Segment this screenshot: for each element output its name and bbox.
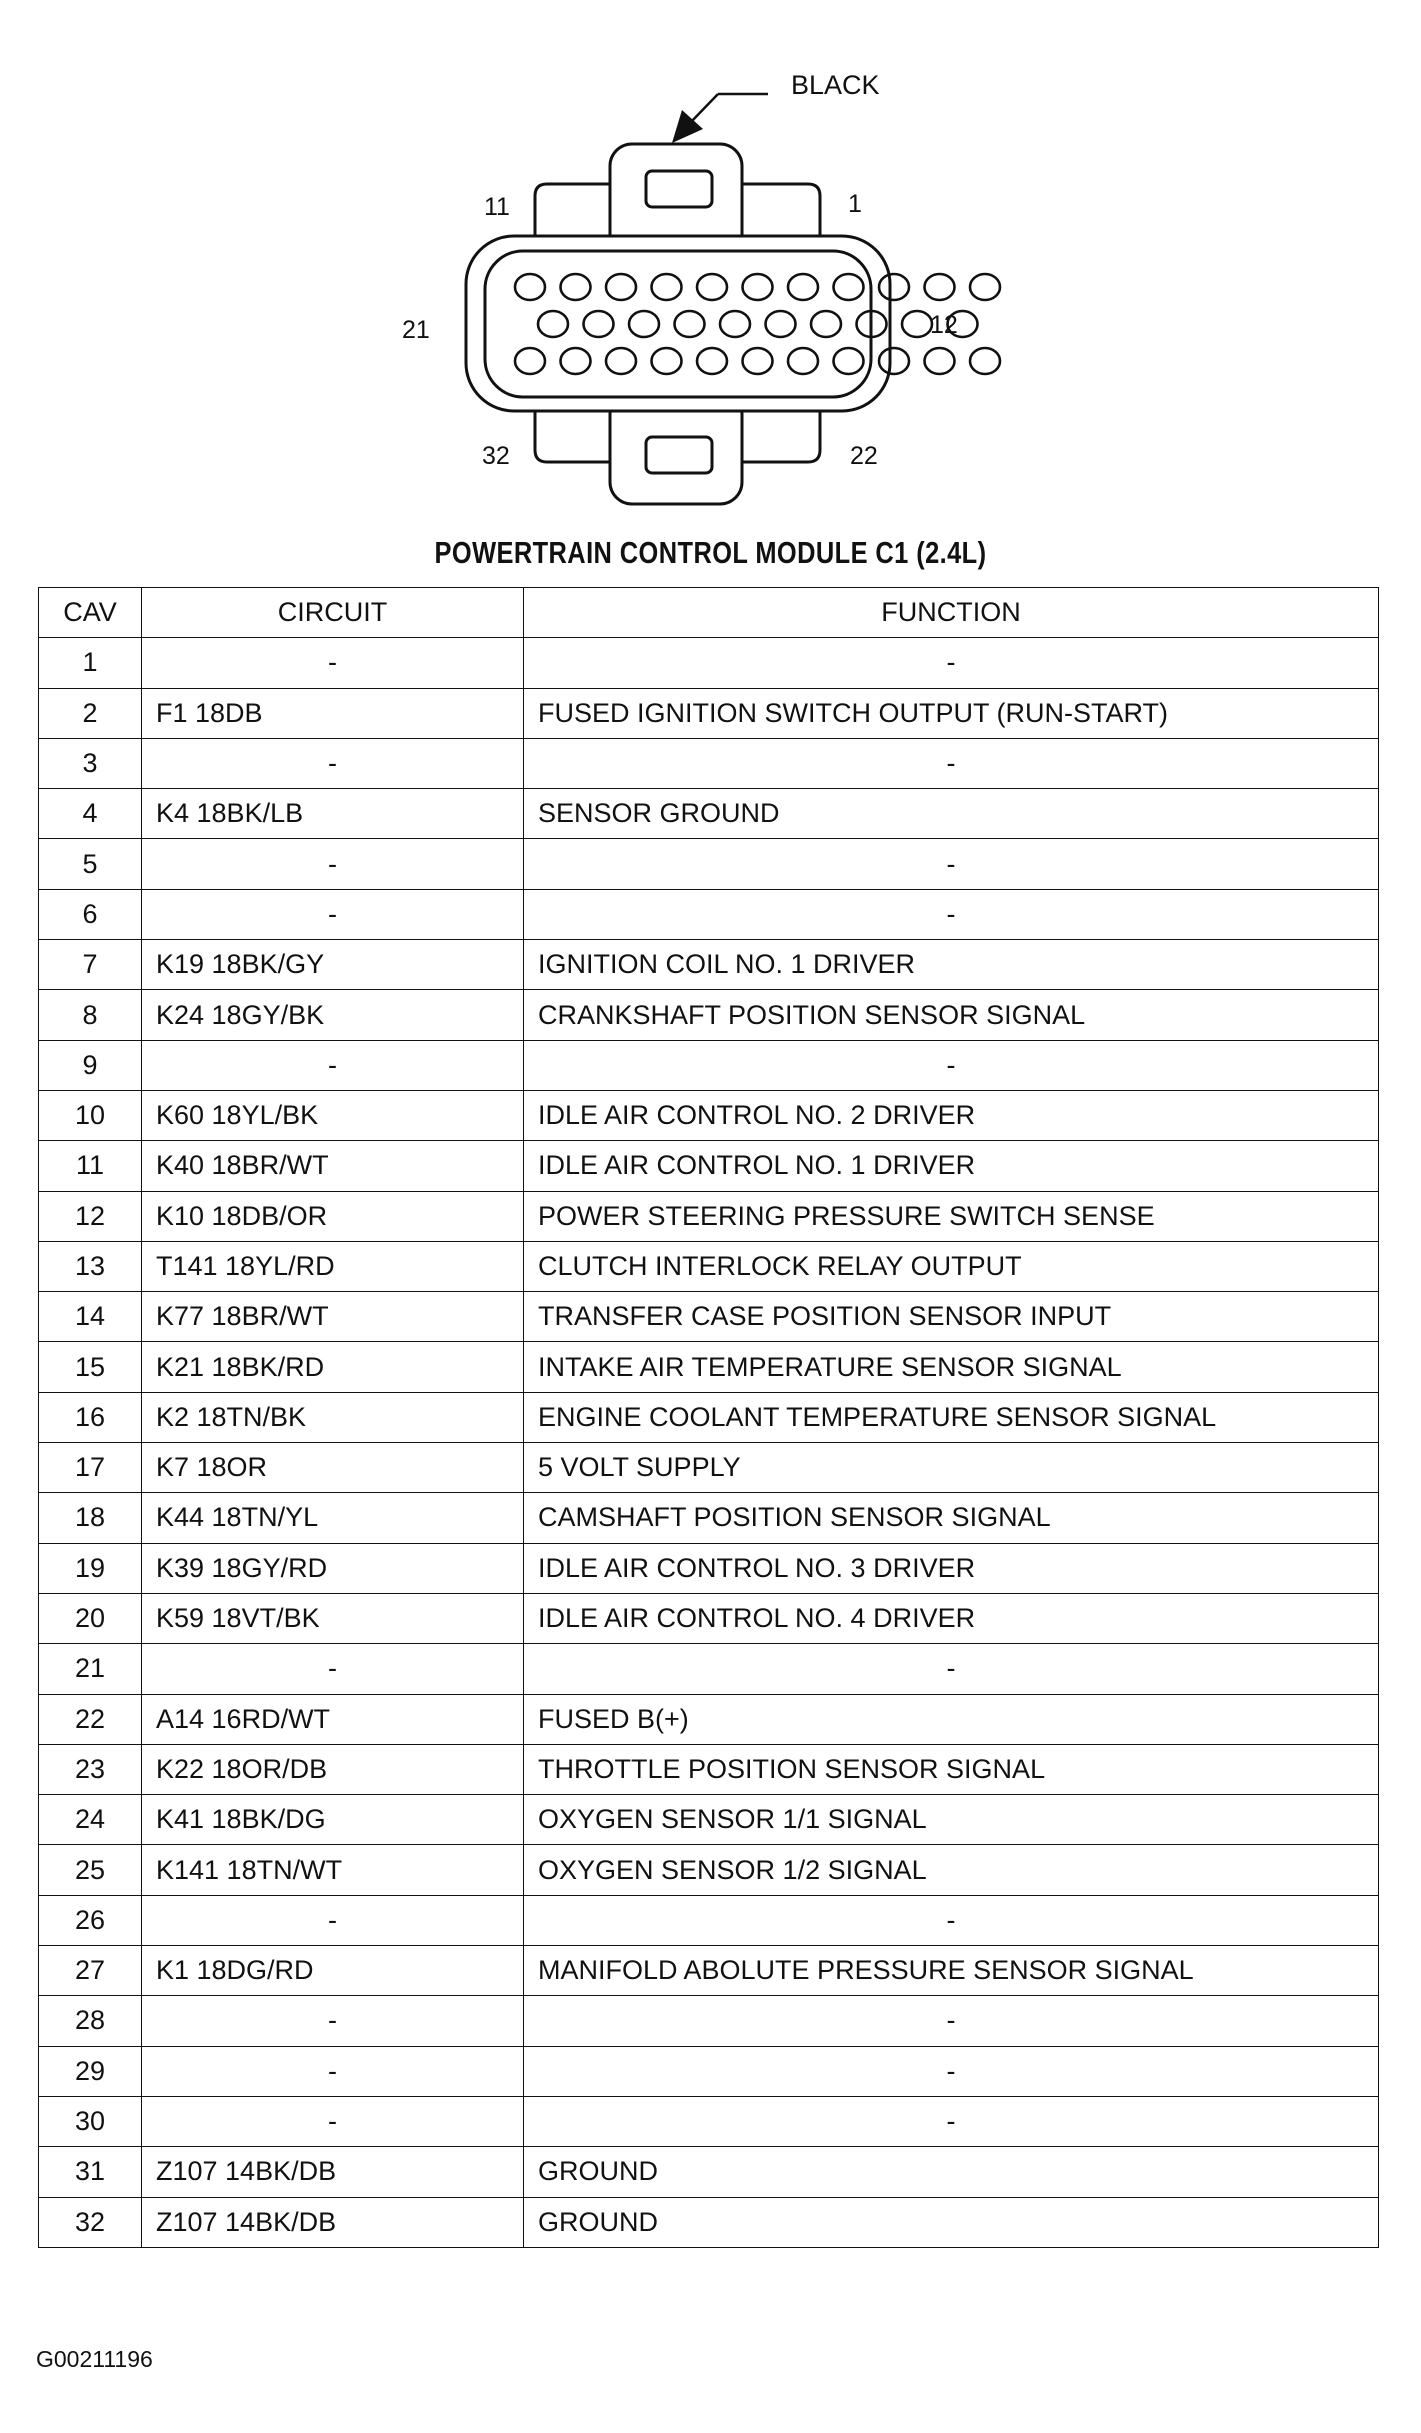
- cell-function: FUSED IGNITION SWITCH OUTPUT (RUN-START): [524, 688, 1379, 738]
- cell-function: 5 VOLT SUPPLY: [524, 1443, 1379, 1493]
- table-row: [39, 889, 1379, 939]
- cell-circuit: T141 18YL/RD: [142, 1241, 524, 1291]
- cell-function: INTAKE AIR TEMPERATURE SENSOR SIGNAL: [524, 1342, 1379, 1392]
- cell-cav: 9: [39, 1040, 142, 1090]
- figure-code: G00211196: [36, 2346, 153, 2372]
- cav-label-top-left: 11: [484, 193, 510, 221]
- table-row: [39, 1845, 1379, 1895]
- cell-function: -: [524, 889, 1379, 939]
- cell-circuit: Z107 14BK/DB: [142, 2147, 524, 2197]
- table-row: [39, 1744, 1379, 1794]
- cell-function: -: [524, 839, 1379, 889]
- cell-cav: 24: [39, 1795, 142, 1845]
- cell-cav: 12: [39, 1191, 142, 1241]
- cell-circuit: K44 18TN/YL: [142, 1493, 524, 1543]
- cell-circuit: K2 18TN/BK: [142, 1392, 524, 1442]
- cell-circuit: K10 18DB/OR: [142, 1191, 524, 1241]
- cell-circuit: K40 18BR/WT: [142, 1141, 524, 1191]
- table-row: [39, 2147, 1379, 2197]
- table-row: [39, 1543, 1379, 1593]
- table-row: [39, 990, 1379, 1040]
- table-row: [39, 789, 1379, 839]
- cell-circuit: K22 18OR/DB: [142, 1744, 524, 1794]
- cell-cav: 21: [39, 1644, 142, 1694]
- cell-function: IGNITION COIL NO. 1 DRIVER: [524, 940, 1379, 990]
- cell-circuit: K41 18BK/DG: [142, 1795, 524, 1845]
- cell-circuit: -: [142, 1895, 524, 1945]
- cell-function: CLUTCH INTERLOCK RELAY OUTPUT: [524, 1241, 1379, 1291]
- header-function: FUNCTION: [524, 588, 1379, 638]
- callout-label: BLACK: [791, 70, 880, 100]
- cell-circuit: -: [142, 738, 524, 788]
- cell-function: -: [524, 1644, 1379, 1694]
- cell-function: THROTTLE POSITION SENSOR SIGNAL: [524, 1744, 1379, 1794]
- cav-label-bottom-right: 22: [850, 442, 878, 470]
- table-row: [39, 638, 1379, 688]
- table-row: [39, 940, 1379, 990]
- cell-circuit: Z107 14BK/DB: [142, 2197, 524, 2247]
- cell-cav: 28: [39, 1996, 142, 2046]
- cell-circuit: -: [142, 1040, 524, 1090]
- table-row: [39, 1090, 1379, 1140]
- cell-circuit: K24 18GY/BK: [142, 990, 524, 1040]
- table-row: [39, 1141, 1379, 1191]
- cell-cav: 26: [39, 1895, 142, 1945]
- connector-diagram: [0, 0, 1421, 545]
- cell-function: OXYGEN SENSOR 1/1 SIGNAL: [524, 1795, 1379, 1845]
- header-cav: CAV: [39, 588, 142, 638]
- cell-function: -: [524, 1895, 1379, 1945]
- table-row: [39, 1493, 1379, 1543]
- table-row: [39, 1895, 1379, 1945]
- page-title: POWERTRAIN CONTROL MODULE C1 (2.4L): [434, 535, 987, 570]
- cell-circuit: K39 18GY/RD: [142, 1543, 524, 1593]
- bottom-left-flange: [535, 408, 610, 462]
- table-row: [39, 1191, 1379, 1241]
- cell-circuit: K1 18DG/RD: [142, 1946, 524, 1996]
- cell-function: GROUND: [524, 2197, 1379, 2247]
- cell-cav: 3: [39, 738, 142, 788]
- top-latch-slot: [646, 171, 712, 207]
- table-row: [39, 2046, 1379, 2096]
- cell-circuit: K59 18VT/BK: [142, 1593, 524, 1643]
- cell-cav: 10: [39, 1090, 142, 1140]
- table-row: [39, 1644, 1379, 1694]
- cell-circuit: -: [142, 1644, 524, 1694]
- cell-cav: 22: [39, 1694, 142, 1744]
- cell-circuit: K7 18OR: [142, 1443, 524, 1493]
- cell-circuit: F1 18DB: [142, 688, 524, 738]
- cell-function: POWER STEERING PRESSURE SWITCH SENSE: [524, 1191, 1379, 1241]
- pin-cavity: [970, 274, 1000, 300]
- cell-function: -: [524, 2046, 1379, 2096]
- cell-cav: 7: [39, 940, 142, 990]
- cell-cav: 30: [39, 2096, 142, 2146]
- cell-function: ENGINE COOLANT TEMPERATURE SENSOR SIGNAL: [524, 1392, 1379, 1442]
- pin-cavity: [970, 348, 1000, 374]
- table-row: [39, 688, 1379, 738]
- table-row: [39, 2096, 1379, 2146]
- table-row: [39, 1342, 1379, 1392]
- cell-function: IDLE AIR CONTROL NO. 1 DRIVER: [524, 1141, 1379, 1191]
- cell-function: IDLE AIR CONTROL NO. 3 DRIVER: [524, 1543, 1379, 1593]
- cell-cav: 2: [39, 688, 142, 738]
- table-row: [39, 1040, 1379, 1090]
- cell-cav: 27: [39, 1946, 142, 1996]
- table-header-row: [39, 588, 1379, 638]
- cell-circuit: -: [142, 2046, 524, 2096]
- top-right-flange: [742, 184, 820, 238]
- cell-function: TRANSFER CASE POSITION SENSOR INPUT: [524, 1292, 1379, 1342]
- cell-function: IDLE AIR CONTROL NO. 2 DRIVER: [524, 1090, 1379, 1140]
- cell-cav: 15: [39, 1342, 142, 1392]
- cell-function: -: [524, 638, 1379, 688]
- pin-cavity: [925, 348, 955, 374]
- cell-cav: 17: [39, 1443, 142, 1493]
- cell-function: IDLE AIR CONTROL NO. 4 DRIVER: [524, 1593, 1379, 1643]
- bottom-latch-slot: [646, 437, 712, 473]
- table-row: [39, 1443, 1379, 1493]
- cell-cav: 13: [39, 1241, 142, 1291]
- cell-cav: 4: [39, 789, 142, 839]
- cell-cav: 14: [39, 1292, 142, 1342]
- bottom-right-flange: [742, 408, 820, 462]
- cell-function: -: [524, 738, 1379, 788]
- table-row: [39, 1241, 1379, 1291]
- cell-circuit: A14 16RD/WT: [142, 1694, 524, 1744]
- table-row: [39, 1795, 1379, 1845]
- cell-cav: 23: [39, 1744, 142, 1794]
- cell-circuit: K60 18YL/BK: [142, 1090, 524, 1140]
- cell-function: CRANKSHAFT POSITION SENSOR SIGNAL: [524, 990, 1379, 1040]
- cav-label-top-right: 1: [848, 190, 862, 218]
- cell-cav: 29: [39, 2046, 142, 2096]
- cell-cav: 19: [39, 1543, 142, 1593]
- pin-cavity: [925, 274, 955, 300]
- pin-cavity: [902, 311, 932, 337]
- cav-label-right: 12: [930, 311, 958, 339]
- cell-circuit: -: [142, 889, 524, 939]
- header-circuit: CIRCUIT: [142, 588, 524, 638]
- cav-label-bottom-left: 32: [482, 442, 510, 470]
- table-row: [39, 1946, 1379, 1996]
- cell-function: -: [524, 1996, 1379, 2046]
- cell-function: -: [524, 1040, 1379, 1090]
- cell-function: -: [524, 2096, 1379, 2146]
- table-row: [39, 2197, 1379, 2247]
- cell-cav: 11: [39, 1141, 142, 1191]
- black-callout: [672, 70, 880, 143]
- cell-cav: 20: [39, 1593, 142, 1643]
- pinout-table: [38, 587, 1379, 2248]
- table-row: [39, 1694, 1379, 1744]
- cell-function: MANIFOLD ABOLUTE PRESSURE SENSOR SIGNAL: [524, 1946, 1379, 1996]
- cell-cav: 1: [39, 638, 142, 688]
- table-row: [39, 1996, 1379, 2046]
- cell-circuit: K19 18BK/GY: [142, 940, 524, 990]
- connector-housing: [466, 236, 890, 411]
- cell-circuit: K4 18BK/LB: [142, 789, 524, 839]
- cell-function: GROUND: [524, 2147, 1379, 2197]
- cell-circuit: -: [142, 2096, 524, 2146]
- table-row: [39, 1593, 1379, 1643]
- cell-cav: 32: [39, 2197, 142, 2247]
- cell-circuit: K141 18TN/WT: [142, 1845, 524, 1895]
- table-row: [39, 839, 1379, 889]
- cell-function: OXYGEN SENSOR 1/2 SIGNAL: [524, 1845, 1379, 1895]
- cell-function: FUSED B(+): [524, 1694, 1379, 1744]
- cell-circuit: -: [142, 638, 524, 688]
- cell-circuit: K21 18BK/RD: [142, 1342, 524, 1392]
- table-row: [39, 738, 1379, 788]
- cell-function: CAMSHAFT POSITION SENSOR SIGNAL: [524, 1493, 1379, 1543]
- cell-cav: 16: [39, 1392, 142, 1442]
- cell-cav: 8: [39, 990, 142, 1040]
- table-row: [39, 1392, 1379, 1442]
- cell-cav: 25: [39, 1845, 142, 1895]
- cell-circuit: K77 18BR/WT: [142, 1292, 524, 1342]
- cell-circuit: -: [142, 839, 524, 889]
- top-left-flange: [535, 184, 610, 238]
- table-row: [39, 1292, 1379, 1342]
- cell-cav: 31: [39, 2147, 142, 2197]
- cell-cav: 5: [39, 839, 142, 889]
- cell-cav: 18: [39, 1493, 142, 1543]
- cell-function: SENSOR GROUND: [524, 789, 1379, 839]
- cav-label-left: 21: [402, 316, 430, 344]
- cell-circuit: -: [142, 1996, 524, 2046]
- cell-cav: 6: [39, 889, 142, 939]
